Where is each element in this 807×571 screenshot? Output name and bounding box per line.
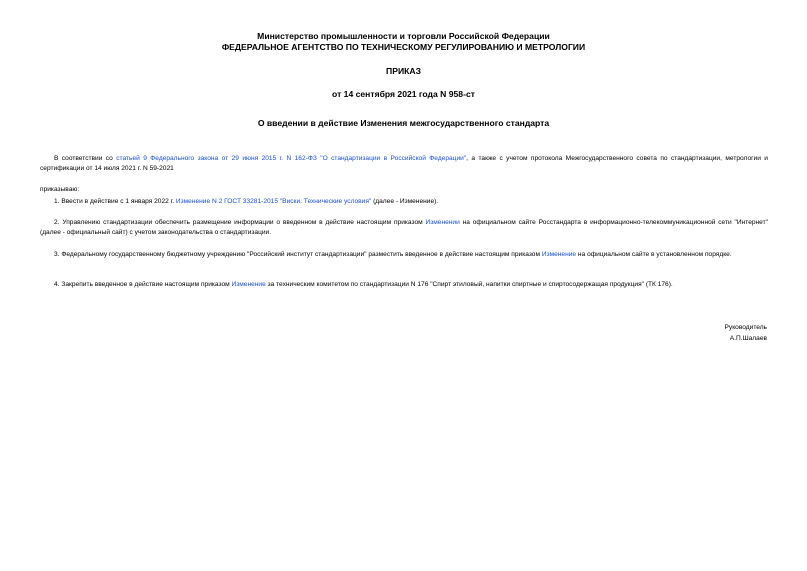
paragraph-item-4: [40, 280, 768, 290]
standard-amendment-link[interactable]: Изменение N 2 ГОСТ 33281-2015 "Виски. Технические условия": [175, 198, 372, 205]
item-3-text-end: на официальном сайте в установленном порядке.: [576, 251, 732, 258]
paragraph-item-1: [40, 197, 768, 207]
ministry-heading: Министерство промышленности и торговли Российской Федерации: [257, 31, 550, 41]
item-4-text-end: за техническим комитетом по стандартизации N 176 "Спирт этиловый, напитки спиртные и спиртосодержащая продукция" (ТК 176).: [265, 281, 673, 288]
amendment-link-item-4[interactable]: Изменение: [231, 281, 266, 288]
item-4-text-start: 4. Закрепить введенное в действие настоящим приказом: [54, 281, 232, 288]
paragraph-item-3: [40, 250, 768, 260]
agency-heading: ФЕДЕРАЛЬНОЕ АГЕНТСТВО ПО ТЕХНИЧЕСКОМУ РЕГУЛИРОВАНИЮ И МЕТРОЛОГИИ: [221, 42, 586, 52]
item-2-text-end: на официальном сайте Росстандарта в информационно-телекоммуникационной сети "Интернет" (далее - официальный сайт) с учетом законодательства о стандартизации.: [40, 219, 768, 237]
item-2-text-start: 2. Управлению стандартизации обеспечить размещение информации о введенном в действие настоящим приказом: [54, 219, 426, 226]
signatory-name: А.П.Шалаев: [729, 335, 767, 342]
signatory-title: Руководитель: [724, 324, 767, 331]
federal-law-link[interactable]: статьей 9 Федерального закона от 29 июня 2015 г. N 162-ФЗ "О стандартизации в Российской Федерации": [116, 155, 467, 162]
amendment-link-item-2[interactable]: Изменении: [425, 219, 460, 226]
amendment-link-item-3[interactable]: Изменение: [541, 251, 577, 258]
document-date-number: от 14 сентября 2021 года N 958-ст: [332, 89, 475, 99]
item-1-text-start: 1. Ввести в действие с 1 января 2022 г.: [54, 198, 176, 205]
paragraph-order: приказываю:: [40, 186, 80, 193]
paragraph-item-2: [40, 218, 768, 239]
preamble-text-end: , а также с учетом протокола Межгосударственного совета по стандартизации, метрологии и сертификации от 14 июля 2021 г. N 59-2021: [40, 155, 768, 173]
document-subject: О введении в действие Изменения межгосударственного стандарта: [257, 118, 550, 128]
preamble-text-start: В соответствии со: [54, 155, 117, 162]
item-1-text-end: (далее - Изменение).: [371, 198, 439, 205]
paragraph-preamble: [40, 154, 768, 175]
document-type: ПРИКАЗ: [386, 66, 421, 76]
item-3-text-start: 3. Федеральному государственному бюджетному учреждению "Российский институт стандартизации" разместить введенное в действие настоящим приказом: [54, 251, 542, 258]
